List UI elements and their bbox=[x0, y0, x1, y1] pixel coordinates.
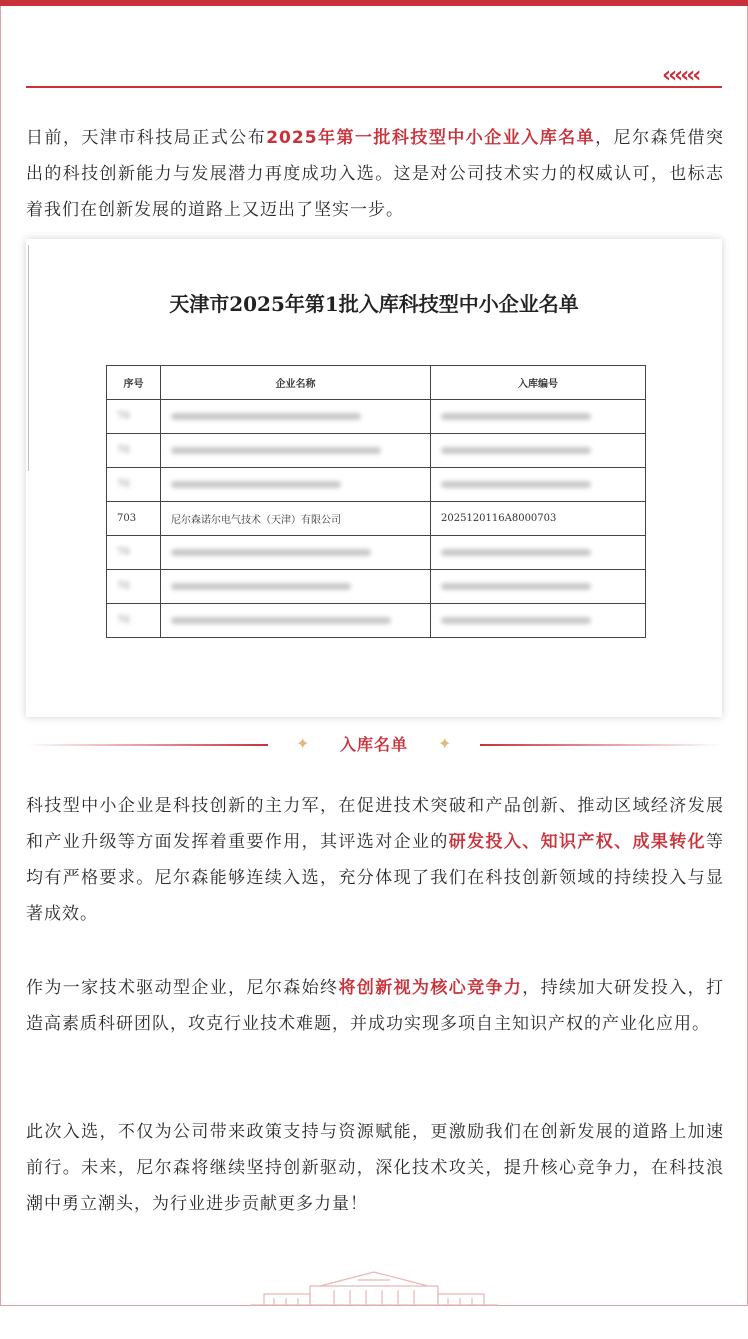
blurred-seq: 70 bbox=[107, 536, 161, 570]
document-edge bbox=[28, 245, 29, 471]
blurred-code bbox=[431, 400, 646, 434]
para2-text-after: 等均有严格要求。尼尔森能够连续入选，充分体现了我们在科技创新领域的持续投入与显著成效。 bbox=[26, 832, 724, 924]
blurred-company bbox=[161, 468, 431, 502]
blurred-company bbox=[161, 434, 431, 468]
intro-text-after: ，尼尔森凭借突出的科技创新能力与发展潜力再度成功入选。这是对公司技术实力的权威认可，也标志着我们在创新发展的道路上又迈出了坚实一步。 bbox=[26, 128, 724, 220]
document-title: 天津市2025年第1批入库科技型中小企业名单 bbox=[169, 292, 579, 316]
blurred-row bbox=[107, 536, 646, 570]
row-code: 2025120116A8000703 bbox=[431, 502, 646, 536]
table-header-row bbox=[107, 366, 646, 400]
top-border bbox=[0, 0, 748, 6]
para3-text-before: 作为一家技术驱动型企业，尼尔森始终 bbox=[26, 978, 339, 998]
paragraph-3 bbox=[26, 970, 724, 1042]
header-code: 入库编号 bbox=[431, 366, 646, 400]
blurred-company bbox=[161, 570, 431, 604]
header-company: 企业名称 bbox=[161, 366, 431, 400]
blurred-code bbox=[431, 536, 646, 570]
intro-text-before: 日前，天津市科技局正式公布 bbox=[26, 128, 267, 148]
para3-text-after: ，持续加大研发投入，打造高素质科研团队，攻克行业技术难题，并成功实现多项自主知识产权的产业化应用。 bbox=[26, 978, 725, 1034]
header-seq: 序号 bbox=[107, 366, 161, 400]
blurred-row bbox=[107, 604, 646, 638]
highlight-row bbox=[107, 502, 646, 536]
blurred-row bbox=[107, 434, 646, 468]
enterprise-list-table bbox=[106, 365, 646, 638]
row-company: 尼尔森诺尔电气技术（天津）有限公司 bbox=[161, 502, 431, 536]
sparkle-icon: ✦ bbox=[296, 734, 310, 753]
para2-highlight: 研发投入、知识产权、成果转化 bbox=[448, 832, 706, 852]
blurred-seq: 70 bbox=[107, 434, 161, 468]
para2-text-before: 科技型中小企业是科技创新的主力军，在促进技术突破和产品创新、推动区域经济发展和产业升级等方面发挥着重要作用，其评选对企业的 bbox=[26, 796, 724, 852]
blurred-row bbox=[107, 468, 646, 502]
section-title: 入库名单 bbox=[339, 735, 408, 754]
blurred-code bbox=[431, 468, 646, 502]
blurred-company bbox=[161, 536, 431, 570]
left-border bbox=[0, 6, 1, 1306]
blurred-code bbox=[431, 604, 646, 638]
section-divider-left bbox=[26, 744, 268, 746]
building-icon bbox=[250, 1268, 498, 1306]
intro-highlight: 2025年第一批科技型中小企业入库名单 bbox=[266, 128, 596, 148]
blurred-seq: 70 bbox=[107, 604, 161, 638]
blurred-company bbox=[161, 400, 431, 434]
blurred-row bbox=[107, 570, 646, 604]
section-divider-right bbox=[480, 744, 722, 746]
sparkle-icon: ✦ bbox=[438, 734, 452, 753]
para3-highlight: 将创新视为核心竞争力 bbox=[338, 978, 523, 998]
paragraph-4: 此次入选，不仅为公司带来政策支持与资源赋能，更激励我们在创新发展的道路上加速前行。未来，尼尔森将继续坚持创新驱动，深化技术攻关，提升核心竞争力，在科技浪潮中勇立潮头，为行业进步贡献更多力量！ bbox=[26, 1122, 724, 1214]
blurred-code bbox=[431, 570, 646, 604]
blurred-seq: 70 bbox=[107, 468, 161, 502]
blurred-row bbox=[107, 400, 646, 434]
blurred-seq: 70 bbox=[107, 570, 161, 604]
blurred-seq: 70 bbox=[107, 400, 161, 434]
row-seq: 703 bbox=[107, 502, 161, 536]
blurred-code bbox=[431, 434, 646, 468]
header-rule bbox=[26, 86, 722, 88]
blurred-company bbox=[161, 604, 431, 638]
paragraph-2 bbox=[26, 788, 724, 932]
chevrons-left-icon: ‹‹‹‹‹‹ bbox=[662, 63, 699, 88]
intro-paragraph bbox=[26, 120, 724, 228]
